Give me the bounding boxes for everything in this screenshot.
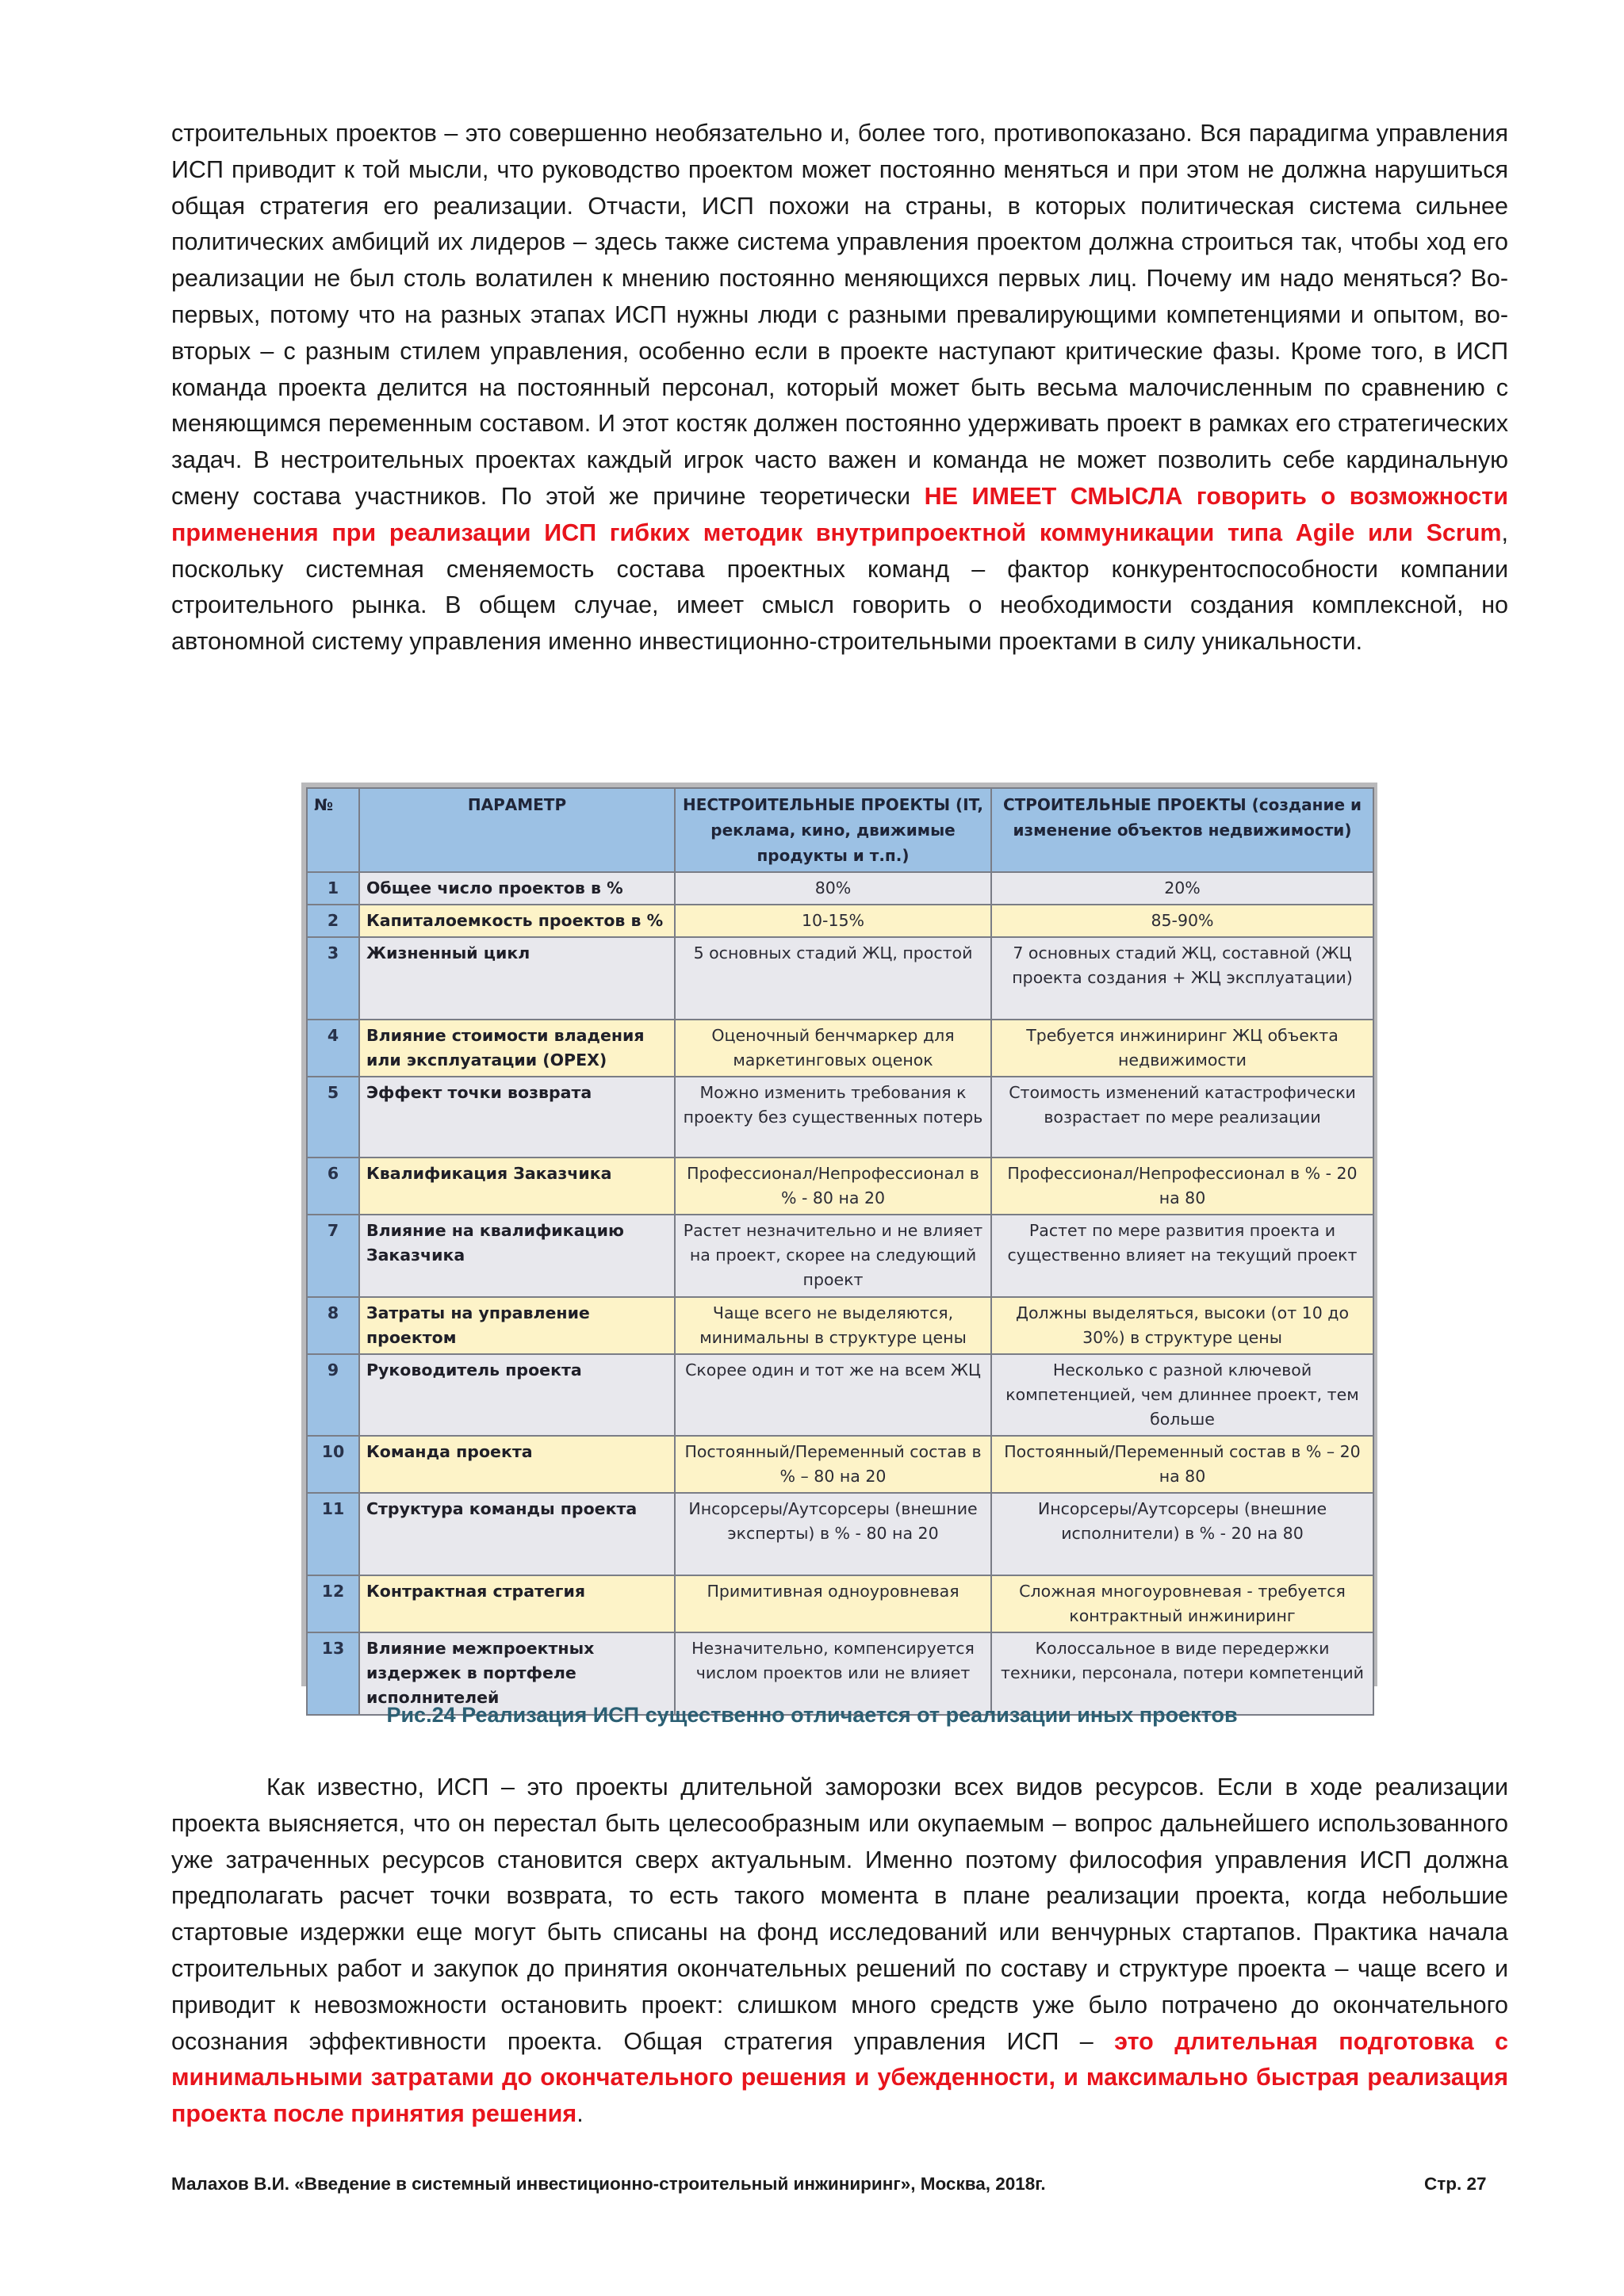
paragraph-text: Как известно, ИСП – это проекты длительной заморозки всех видов ресурсов. Если в ходе реализации проекта выясняется, что он перестал быть целесообразным или окупаемым – вопрос дальнейшего использованного уже затраченных ресурсов становится сверх актуальным. Именно поэтому философия управления ИСП должна предполагать расчет точки возврата, то есть такого момента в плане реализации проекта, когда небольшие стартовые издержки еще могут быть списаны на фонд исследований или венчурных стартапов. Практика начала строительных работ и закупок до принятия окончательных решений по составу и структуре проекта – чаще всего и приводит к невозможности остановить проект: слишком много средств уже было потрачено до окончательного осознания эффективности проекта. Общая стратегия управления ИСП – xyxy=(171,1774,1508,2055)
row-nonconstruction-value: Профессионал/Непрофессионал в % - 80 на 20 xyxy=(675,1158,991,1215)
row-construction-value: Постоянный/Переменный состав в % – 20 на 80 xyxy=(991,1436,1373,1493)
table-row xyxy=(307,1158,1373,1215)
row-construction-value: Инсорсеры/Аутсорсеры (внешние исполнители) в % - 20 на 80 xyxy=(991,1493,1373,1575)
row-number: 9 xyxy=(307,1354,359,1436)
row-nonconstruction-value: 10-15% xyxy=(675,905,991,937)
highlighted-text: НЕ ИМЕЕТ СМЫСЛА говорить о возможности применения при реализации ИСП гибких методик внутрипроектной коммуникации типа Agile или Scrum xyxy=(171,482,1508,546)
table-row xyxy=(307,1575,1373,1632)
comparison-table-figure xyxy=(301,783,1377,1707)
paragraph-text: строительных проектов – это совершенно необязательно и, более того, противопоказано. Вся парадигма управления ИСП приводит к той мысли, что руководство проектом может постоянно меняться и при этом не должна нарушиться общая стратегия его реализации. Отчасти, ИСП похожи на страны, в которых политическая система сильнее политических амбиций их лидеров – здесь также система управления проектом должна строиться так, чтобы ход его реализации не был столь волатилен к мнению постоянно меняющихся первых лиц. Почему им надо меняться? Во-первых, потому что на разных этапах ИСП нужны люди с разными превалирующими компетенциями и опытом, во-вторых – с разным стилем управления, особенно если в проекте наступают критические фазы. Кроме того, в ИСП команда проекта делится на постоянный персонал, который может быть весьма малочисленным по сравнению с меняющимся переменным составом. И этот костяк должен постоянно удерживать проект в рамках его стратегических задач. В нестроительных проектах каждый игрок часто важен и команда не может позволить себе кардинальную смену состава участников. По этой же причине теоретически xyxy=(171,120,1508,510)
row-construction-value: 85-90% xyxy=(991,905,1373,937)
row-nonconstruction-value: Постоянный/Переменный состав в % – 80 на 20 xyxy=(675,1436,991,1493)
table-row xyxy=(307,1436,1373,1493)
table-row xyxy=(307,872,1373,905)
row-number: 4 xyxy=(307,1020,359,1077)
row-parameter: Контрактная стратегия xyxy=(359,1575,675,1632)
table-row xyxy=(307,905,1373,937)
row-parameter: Капиталоемкость проектов в % xyxy=(359,905,675,937)
row-construction-value: Профессионал/Непрофессионал в % - 20 на 80 xyxy=(991,1158,1373,1215)
row-number: 1 xyxy=(307,872,359,905)
header-nonconstruction: НЕСТРОИТЕЛЬНЫЕ ПРОЕКТЫ (IT, реклама, кино, движимые продукты и т.п.) xyxy=(675,788,991,872)
row-construction-value: Стоимость изменений катастрофически возрастает по мере реализации xyxy=(991,1077,1373,1158)
body-paragraph-1 xyxy=(171,116,1508,660)
row-nonconstruction-value: Незначительно, компенсируется числом проектов или не влияет xyxy=(675,1632,991,1715)
figure-caption: Рис.24 Реализация ИСП существенно отличается от реализации иных проектов xyxy=(386,1703,1238,1727)
row-number: 7 xyxy=(307,1215,359,1297)
row-construction-value: Сложная многоуровневая - требуется контрактный инжиниринг xyxy=(991,1575,1373,1632)
row-number: 11 xyxy=(307,1493,359,1575)
table-row xyxy=(307,1297,1373,1354)
row-number: 12 xyxy=(307,1575,359,1632)
row-parameter: Эффект точки возврата xyxy=(359,1077,675,1158)
row-construction-value: Несколько с разной ключевой компетенцией, чем длиннее проект, тем больше xyxy=(991,1354,1373,1436)
row-number: 5 xyxy=(307,1077,359,1158)
row-nonconstruction-value: 5 основных стадий ЖЦ, простой xyxy=(675,937,991,1020)
row-nonconstruction-value: Можно изменить требования к проекту без существенных потерь xyxy=(675,1077,991,1158)
row-parameter: Влияние на квалификацию Заказчика xyxy=(359,1215,675,1297)
page-number: Стр. 27 xyxy=(1424,2174,1487,2194)
row-construction-value: Растет по мере развития проекта и существенно влияет на текущий проект xyxy=(991,1215,1373,1297)
comparison-table xyxy=(306,787,1374,1716)
highlighted-text: это длительная подготовка с минимальными затратами до окончательного решения и убежденности, и максимально быстрая реализация проекта после принятия решения xyxy=(171,2027,1508,2128)
header-number: № xyxy=(307,788,359,872)
table-header-row xyxy=(307,788,1373,872)
row-parameter: Влияние стоимости владения или эксплуатации (OPEX) xyxy=(359,1020,675,1077)
row-number: 13 xyxy=(307,1632,359,1715)
body-paragraph-2 xyxy=(171,1770,1508,2133)
row-parameter: Структура команды проекта xyxy=(359,1493,675,1575)
row-nonconstruction-value: Чаще всего не выделяются, минимальны в структуре цены xyxy=(675,1297,991,1354)
row-nonconstruction-value: Растет незначительно и не влияет на проект, скорее на следующий проект xyxy=(675,1215,991,1297)
row-construction-value: Должны выделяться, высоки (от 10 до 30%) в структуре цены xyxy=(991,1297,1373,1354)
paragraph-text: , поскольку системная сменяемость состава проектных команд – фактор конкурентоспособности компании строительного рынка. В общем случае, имеет смысл говорить о необходимости создания комплексной, но автономной систему управления именно инвестиционно-строительными проектами в силу уникальности. xyxy=(171,519,1508,656)
paragraph-text: . xyxy=(576,2100,584,2128)
row-nonconstruction-value: Примитивная одноуровневая xyxy=(675,1575,991,1632)
row-nonconstruction-value: Инсорсеры/Аутсорсеры (внешние эксперты) в % - 80 на 20 xyxy=(675,1493,991,1575)
row-parameter: Общее число проектов в % xyxy=(359,872,675,905)
table-row xyxy=(307,1020,1373,1077)
row-nonconstruction-value: Скорее один и тот же на всем ЖЦ xyxy=(675,1354,991,1436)
row-construction-value: 7 основных стадий ЖЦ, составной (ЖЦ проекта создания + ЖЦ эксплуатации) xyxy=(991,937,1373,1020)
row-parameter: Жизненный цикл xyxy=(359,937,675,1020)
row-construction-value: Требуется инжиниринг ЖЦ объекта недвижимости xyxy=(991,1020,1373,1077)
table-row xyxy=(307,1215,1373,1297)
row-number: 6 xyxy=(307,1158,359,1215)
row-construction-value: 20% xyxy=(991,872,1373,905)
row-parameter: Команда проекта xyxy=(359,1436,675,1493)
row-parameter: Квалификация Заказчика xyxy=(359,1158,675,1215)
row-nonconstruction-value: Оценочный бенчмаркер для маркетинговых оценок xyxy=(675,1020,991,1077)
row-number: 2 xyxy=(307,905,359,937)
row-parameter: Влияние межпроектных издержек в портфеле исполнителей xyxy=(359,1632,675,1715)
row-nonconstruction-value: 80% xyxy=(675,872,991,905)
row-number: 8 xyxy=(307,1297,359,1354)
row-number: 3 xyxy=(307,937,359,1020)
row-parameter: Руководитель проекта xyxy=(359,1354,675,1436)
row-construction-value: Колоссальное в виде передержки техники, персонала, потери компетенций xyxy=(991,1632,1373,1715)
row-number: 10 xyxy=(307,1436,359,1493)
footer-citation: Малахов В.И. «Введение в системный инвестиционно-строительный инжиниринг», Москва, 2018г. xyxy=(171,2174,1046,2194)
header-construction: СТРОИТЕЛЬНЫЕ ПРОЕКТЫ (создание и изменение объектов недвижимости) xyxy=(991,788,1373,872)
row-parameter: Затраты на управление проектом xyxy=(359,1297,675,1354)
table-row xyxy=(307,937,1373,1020)
table-row xyxy=(307,1077,1373,1158)
table-row xyxy=(307,1354,1373,1436)
table-row xyxy=(307,1493,1373,1575)
header-parameter: ПАРАМЕТР xyxy=(359,788,675,872)
